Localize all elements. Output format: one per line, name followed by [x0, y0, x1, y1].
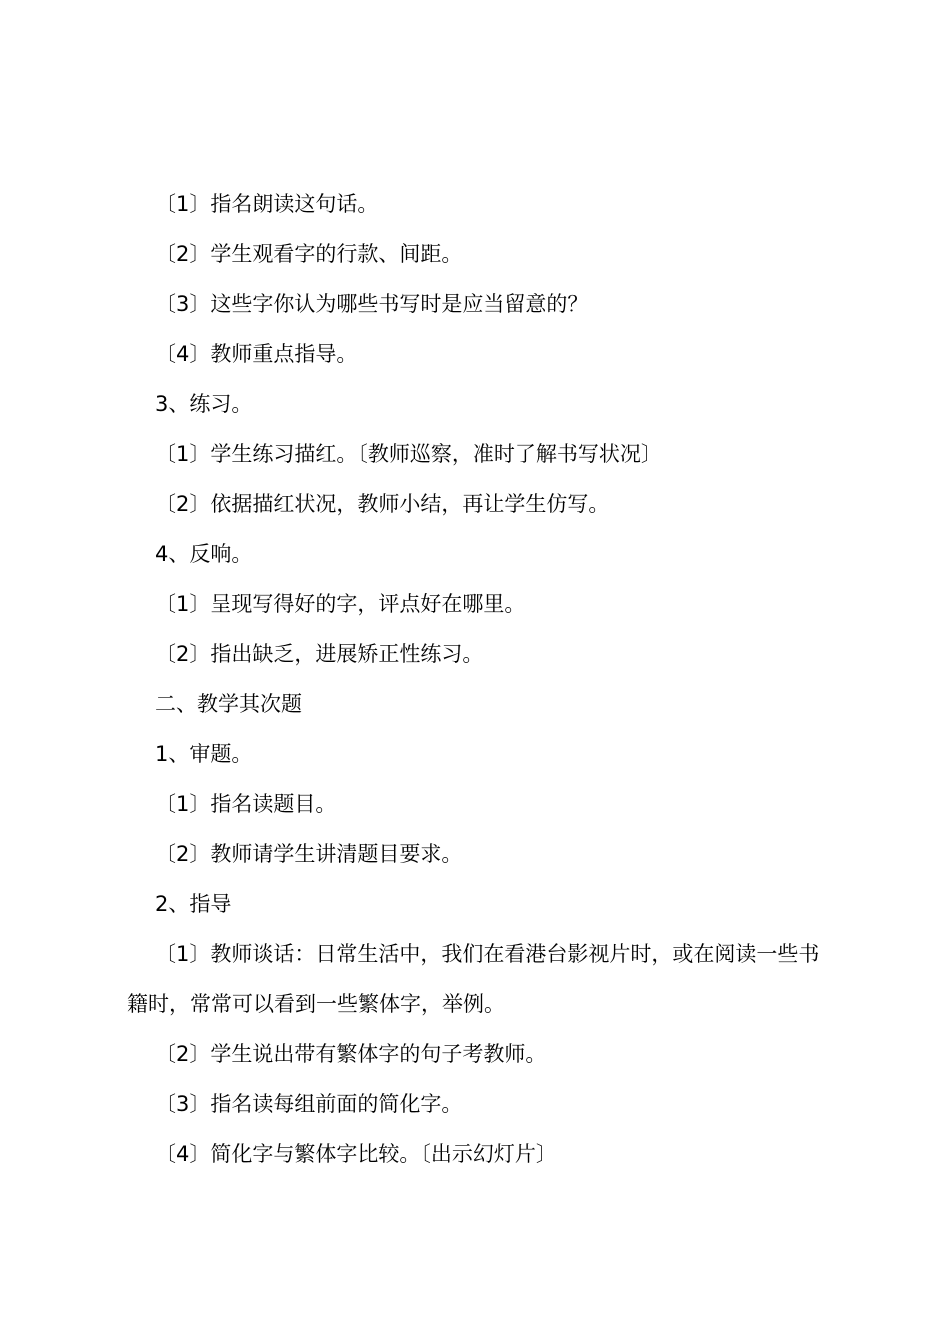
text-line: 〔4〕简化字与繁体字比较。〔出示幻灯片〕: [155, 1142, 557, 1166]
text-line: 〔2〕指出缺乏，进展矫正性练习。: [155, 642, 484, 666]
text-line: 〔3〕指名读每组前面的简化字。: [155, 1092, 463, 1116]
text-line: 〔2〕学生观看字的行款、间距。: [155, 242, 463, 266]
text-line: 〔1〕呈现写得好的字，评点好在哪里。: [155, 592, 526, 616]
text-line: 〔3〕这些字你认为哪些书写时是应当留意的？: [155, 292, 589, 316]
section-heading: 3、练习。: [155, 392, 253, 416]
text-line: 〔1〕指名读题目。: [155, 792, 337, 816]
section-heading: 1、审题。: [155, 742, 253, 766]
chapter-heading: 二、教学其次题: [155, 692, 302, 716]
text-line: 〔2〕依据描红状况，教师小结，再让学生仿写。: [155, 492, 610, 516]
section-heading: 2、指导: [155, 892, 232, 916]
wrapped-paragraph: 〔1〕教师谈话：日常生活中，我们在看港台影视片时，或在阅读一些书籍时，常常可以看到一些繁体字，举例。: [127, 942, 820, 1016]
text-line: 〔1〕学生练习描红。〔教师巡察，准时了解书写状况〕: [155, 442, 662, 466]
text-line: 〔1〕指名朗读这句话。: [155, 192, 379, 216]
text-line: 〔2〕教师请学生讲清题目要求。: [155, 842, 463, 866]
text-line: 〔4〕教师重点指导。: [155, 342, 358, 366]
section-heading: 4、反响。: [155, 542, 253, 566]
document-body: [127, 179, 837, 1179]
text-line: 〔2〕学生说出带有繁体字的句子考教师。: [155, 1042, 547, 1066]
